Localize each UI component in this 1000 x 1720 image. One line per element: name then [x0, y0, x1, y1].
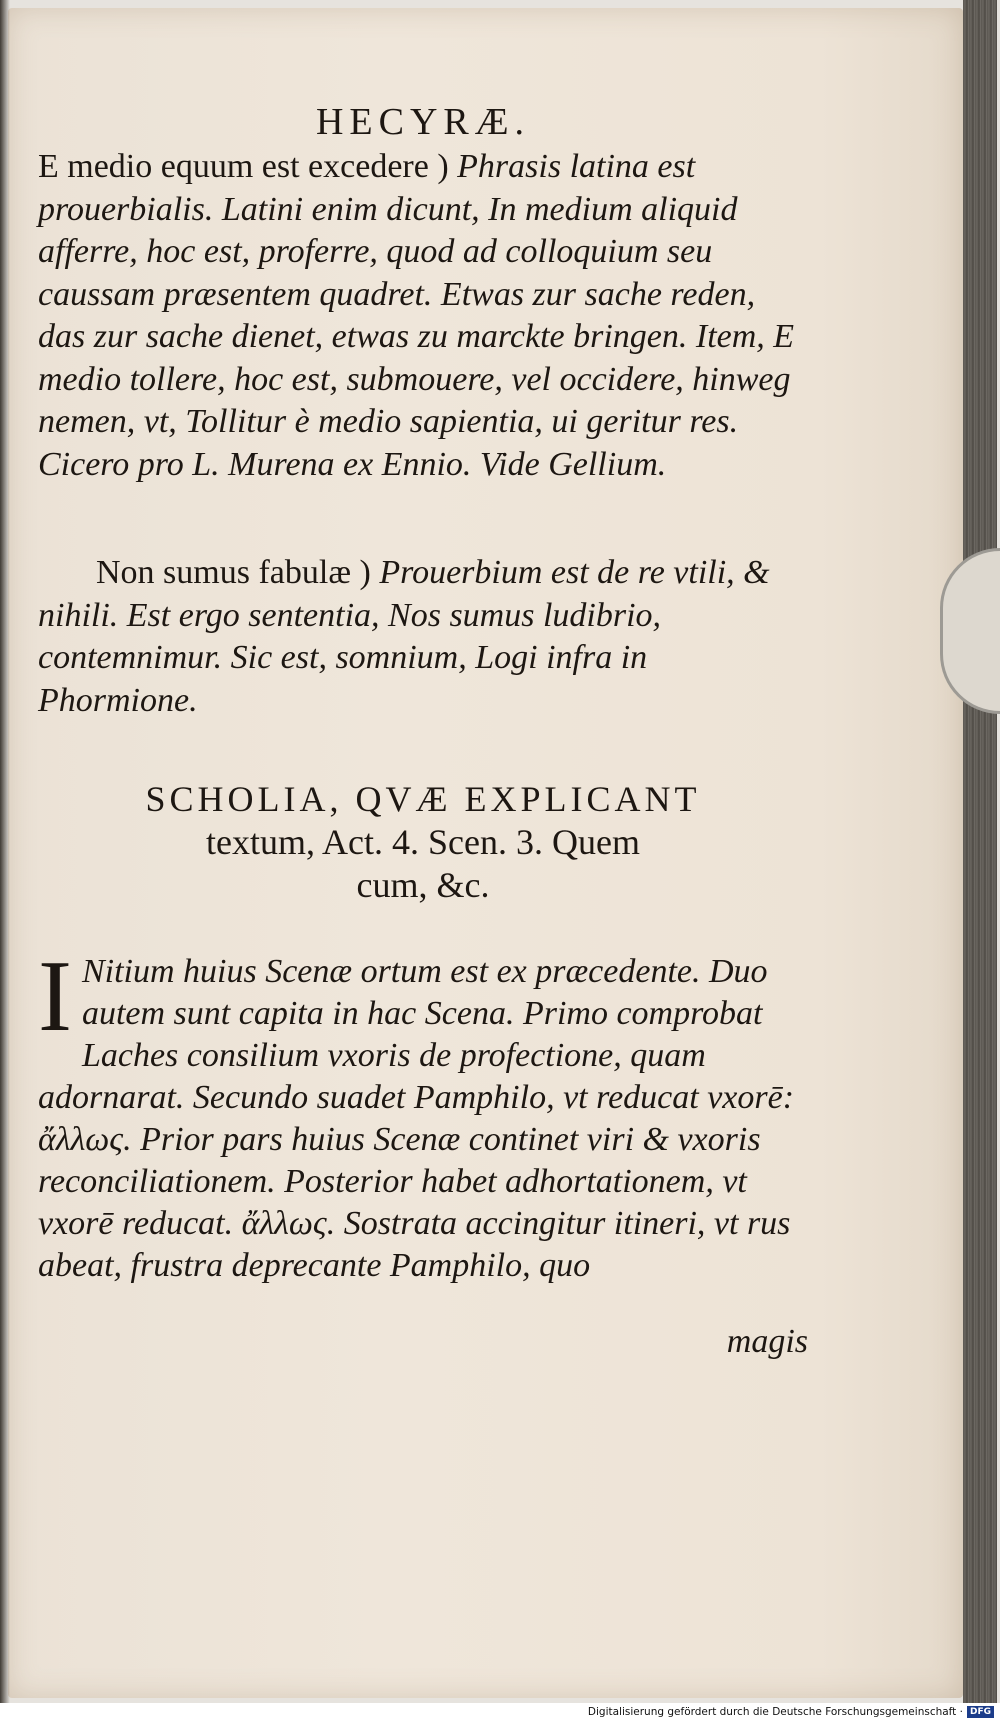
note-paragraph: [38, 552, 808, 722]
gloss: Phrasis latina est prouerbialis. Latini enim dicunt, In medium aliquid afferre, hoc est, proferre, quod ad colloquium seu caussam præsentem quadret. Etwas zur sache reden, das zur sache dienet, etwas zu marckte bringen. Item, E medio tollere, hoc est, submouere, vel occidere, hinweg nemen, vt, Tollitur è medio sapientia, ui geritur res. Cicero pro L. Murena ex Ennio. Vide Gellium.: [38, 148, 795, 483]
catchword: magis: [726, 1323, 808, 1360]
body-paragraph: [38, 940, 808, 1287]
note-paragraph: [38, 146, 808, 486]
section-heading: [38, 778, 808, 907]
section-heading-line: cum, &c.: [356, 865, 490, 905]
gloss: Prouerbium est de re vtili, & nihili. Est ergo sententia, Nos sumus ludibrio, contemnimur. Sic est, somnium, Logi infra in Phormione.: [38, 554, 770, 719]
footer-bar: [0, 1703, 1000, 1720]
section-heading-line: textum, Act. 4. Scen. 3. Quem: [206, 822, 640, 862]
lemma: E medio equum est excedere ): [38, 148, 449, 185]
footer-text: Digitalisierung gefördert durch die Deutsche Forschungsgemeinschaft ·: [587, 1706, 963, 1718]
running-head: HECYRÆ.: [315, 101, 531, 143]
lemma: Non sumus fabulæ ): [96, 554, 371, 591]
gutter-shadow: [0, 0, 10, 1705]
dfg-logo: DFG: [967, 1706, 994, 1718]
body-text: Nitium huius Scenæ ortum est ex præcedente. Duo autem sunt capita in hac Scena. Primo comprobat Laches consilium vxoris de profectione, quam adornarat. Secundo suadet Pamphilo, vt reducat vxorē: ἄλλως. Prior pars huius Scenæ continet viri & vxoris reconciliationem. Posterior habet adhortationem, vt vxorē reducat. ἄλλως. Sostrata accingitur itineri, vt rus abeat, frustra deprecante Pamphilo, quo: [38, 953, 795, 1284]
page-text: [38, 100, 808, 1363]
section-heading-line: SCHOLIA, QVÆ EXPLICANT: [145, 779, 701, 819]
drop-cap: I: [38, 940, 72, 1053]
page-edges: [963, 0, 997, 1705]
